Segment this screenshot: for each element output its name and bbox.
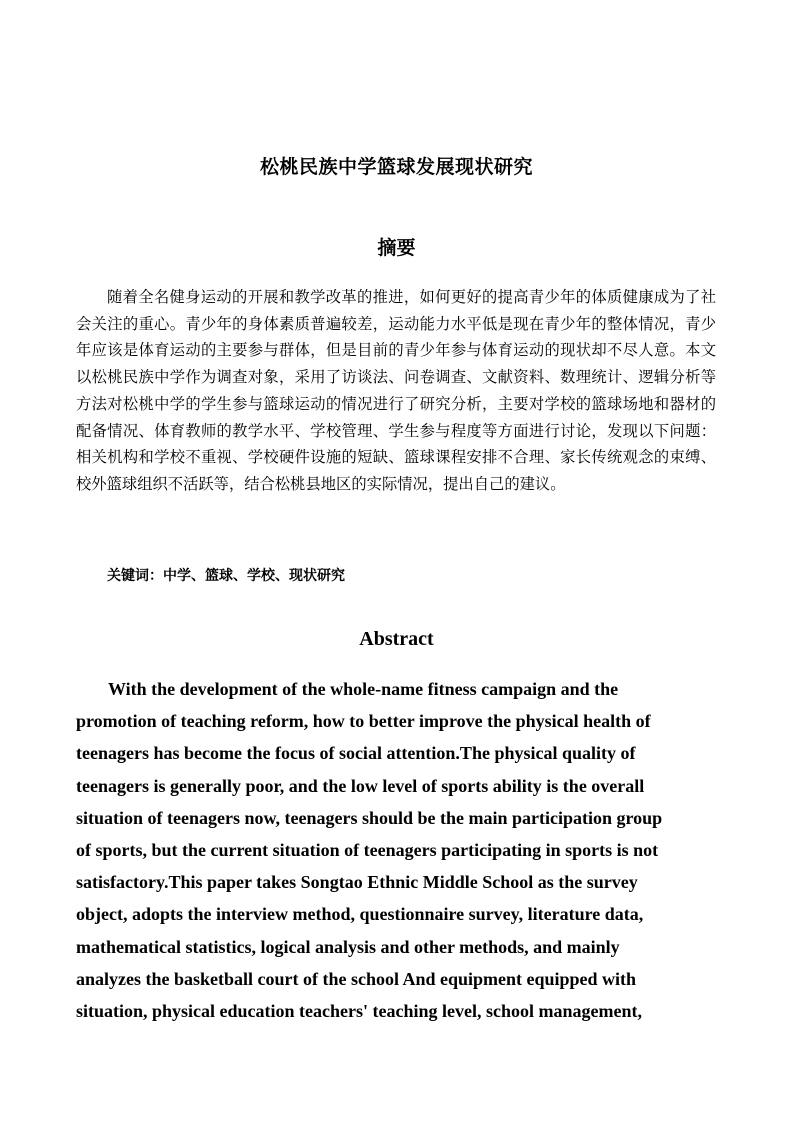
- abstract-en-heading: Abstract: [359, 628, 434, 650]
- abstract-en-line: situation, physical education teachers' teaching level, school management,: [76, 1001, 642, 1022]
- abstract-cn-body: 随着全名健身运动的开展和教学改革的推进，如何更好的提高青少年的体质健康成为了社会关注的重心。青少年的身体素质普遍较差，运动能力水平低是现在青少年的整体情况，青少年应该是体育运动的主要参与群体，但是目前的青少年参与体育运动的现状却不尽人意。本文以松桃民族中学作为调查对象，采用了访谈法、问卷调查、文献资料、数理统计、逻辑分析等方法对松桃中学的学生参与篮球运动的情况进行了研究分析，主要对学校的篮球场地和器材的配备情况、体育教师的教学水平、学校管理、学生参与程度等方面进行讨论，发现以下问题：相关机构和学校不重视、学校硬件设施的短缺、篮球课程安排不合理、家长传统观念的束缚、校外篮球组织不活跃等，结合松桃县地区的实际情况，提出自己的建议。: [76, 288, 716, 493]
- abstract-en-line: analyzes the basketball court of the school And equipment equipped with: [76, 968, 637, 989]
- paper-title: 松桃民族中学篮球发展现状研究: [259, 156, 533, 178]
- abstract-en-line: situation of teenagers now, teenagers should be the main participation group: [76, 807, 663, 828]
- abstract-en-line: promotion of teaching reform, how to better improve the physical health of: [76, 711, 651, 732]
- abstract-en-line: of sports, but the current situation of teenagers participating in sports is not: [76, 840, 659, 861]
- abstract-en-line: mathematical statistics, logical analysis and other methods, and mainly: [76, 936, 620, 957]
- abstract-en-line: object, adopts the interview method, questionnaire survey, literature data,: [76, 904, 644, 925]
- keywords-line: 关键词：中学、篮球、学校、现状研究: [107, 568, 345, 584]
- abstract-en-line: With the development of the whole-name fitness campaign and the: [108, 679, 619, 699]
- abstract-en-line: teenagers has become the focus of social attention.The physical quality of: [76, 743, 636, 764]
- abstract-cn-heading: 摘要: [377, 237, 416, 259]
- abstract-en-line: teenagers is generally poor, and the low level of sports ability is the overall: [76, 775, 645, 796]
- abstract-en-body: [76, 673, 716, 1027]
- abstract-en-line: satisfactory.This paper takes Songtao Ethnic Middle School as the survey: [76, 872, 638, 893]
